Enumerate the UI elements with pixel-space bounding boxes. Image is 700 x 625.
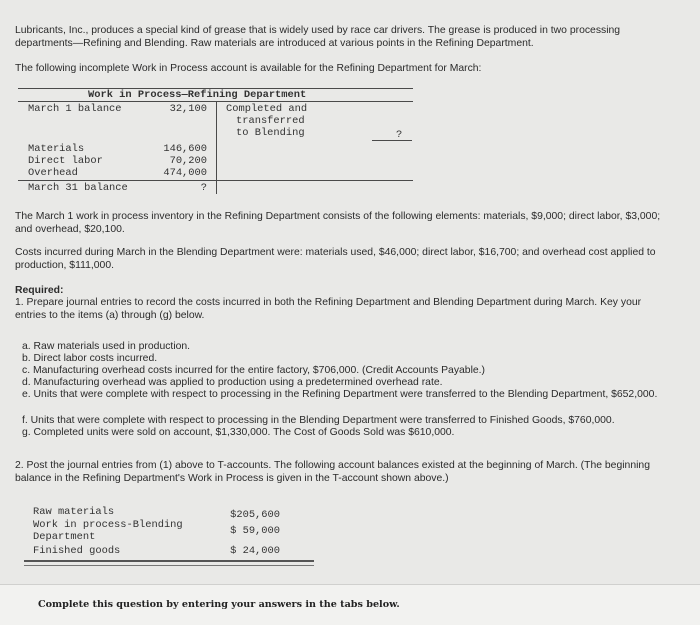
- t-account-right-label: to Blending: [236, 127, 305, 139]
- list-item: g. Completed units were sold on account, $1,330,000. The Cost of Goods Sold was $610,000.: [22, 427, 455, 438]
- balance-value: $ 24,000: [230, 545, 280, 557]
- required-heading: Required:: [15, 285, 64, 296]
- t-account-left-value: ?: [200, 182, 207, 194]
- intro-paragraph: Lubricants, Inc., produces a special kind of grease that is widely used by race car drivers. The grease is produced in two processing departments—Refining and Blending. Raw materials are introduced at various points in the Refining Department.: [15, 25, 621, 49]
- list-item: c. Manufacturing overhead costs incurred for the entire factory, $706,000. (Credit Accounts Payable.): [22, 365, 486, 376]
- balance-value: $ 59,000: [230, 525, 280, 537]
- list-item: b. Direct labor costs incurred.: [22, 353, 158, 364]
- t-account-left-value: 32,100: [169, 103, 207, 115]
- part2-text: 2. Post the journal entries from (1) above to T-accounts. The following account balances existed at the beginning of March. (The beginning balance in the Refining Department's Work in Process is given in the T-account shown above.): [15, 460, 650, 484]
- t-account-title: Work in Process—Refining Department: [88, 89, 307, 101]
- t-account-left-value: 474,000: [163, 167, 207, 179]
- list-item: f. Units that were complete with respect to processing in the Blending Department were transferred to Finished Goods, $760,000.: [22, 415, 615, 426]
- list-item: d. Manufacturing overhead was applied to production using a predetermined overhead rate.: [22, 377, 443, 388]
- footer-text: Complete this question by entering your answers in the tabs below.: [38, 599, 400, 610]
- balance-value: $205,600: [230, 509, 280, 521]
- t-account-left-value: 70,200: [169, 155, 207, 167]
- balance-label: Work in process-Blending: [33, 519, 183, 531]
- t-account-right-value: ?: [396, 129, 403, 141]
- t-account-right-label: Completed and: [226, 103, 308, 115]
- paragraph-blending-costs: Costs incurred during March in the Blending Department were: materials used, $46,000; direct labor, $16,700; and overhead cost applied to production, $111,000.: [15, 247, 656, 271]
- t-account-left-value: 146,600: [163, 143, 207, 155]
- balance-label: Department: [33, 531, 96, 543]
- required-text: 1. Prepare journal entries to record the costs incurred in both the Refining Department and Blending Department during March. Key your entries to the items (a) through (g) below.: [15, 297, 642, 321]
- list-item: e. Units that were complete with respect to processing in the Refining Department were transferred to the Blending Department, $652,000.: [22, 389, 658, 400]
- t-account-left-label: March 1 balance: [28, 103, 122, 115]
- balance-label: Raw materials: [33, 506, 115, 518]
- paragraph-refining-inventory: The March 1 work in process inventory in the Refining Department consists of the following elements: materials, $9,000; direct labor, $3,000; and overhead, $20,100.: [15, 211, 661, 235]
- t-account-right-label: transferred: [236, 115, 305, 127]
- balance-label: Finished goods: [33, 545, 121, 557]
- intro-paragraph-2: The following incomplete Work in Process account is available for the Refining Department for March:: [15, 63, 482, 74]
- t-account-left-label: Direct labor: [28, 155, 103, 167]
- t-account-left-label: Overhead: [28, 167, 78, 179]
- t-account-left-label: Materials: [28, 143, 85, 155]
- footer-instructions: [0, 584, 700, 625]
- list-item: a. Raw materials used in production.: [22, 341, 191, 352]
- t-account-left-label: March 31 balance: [28, 182, 128, 194]
